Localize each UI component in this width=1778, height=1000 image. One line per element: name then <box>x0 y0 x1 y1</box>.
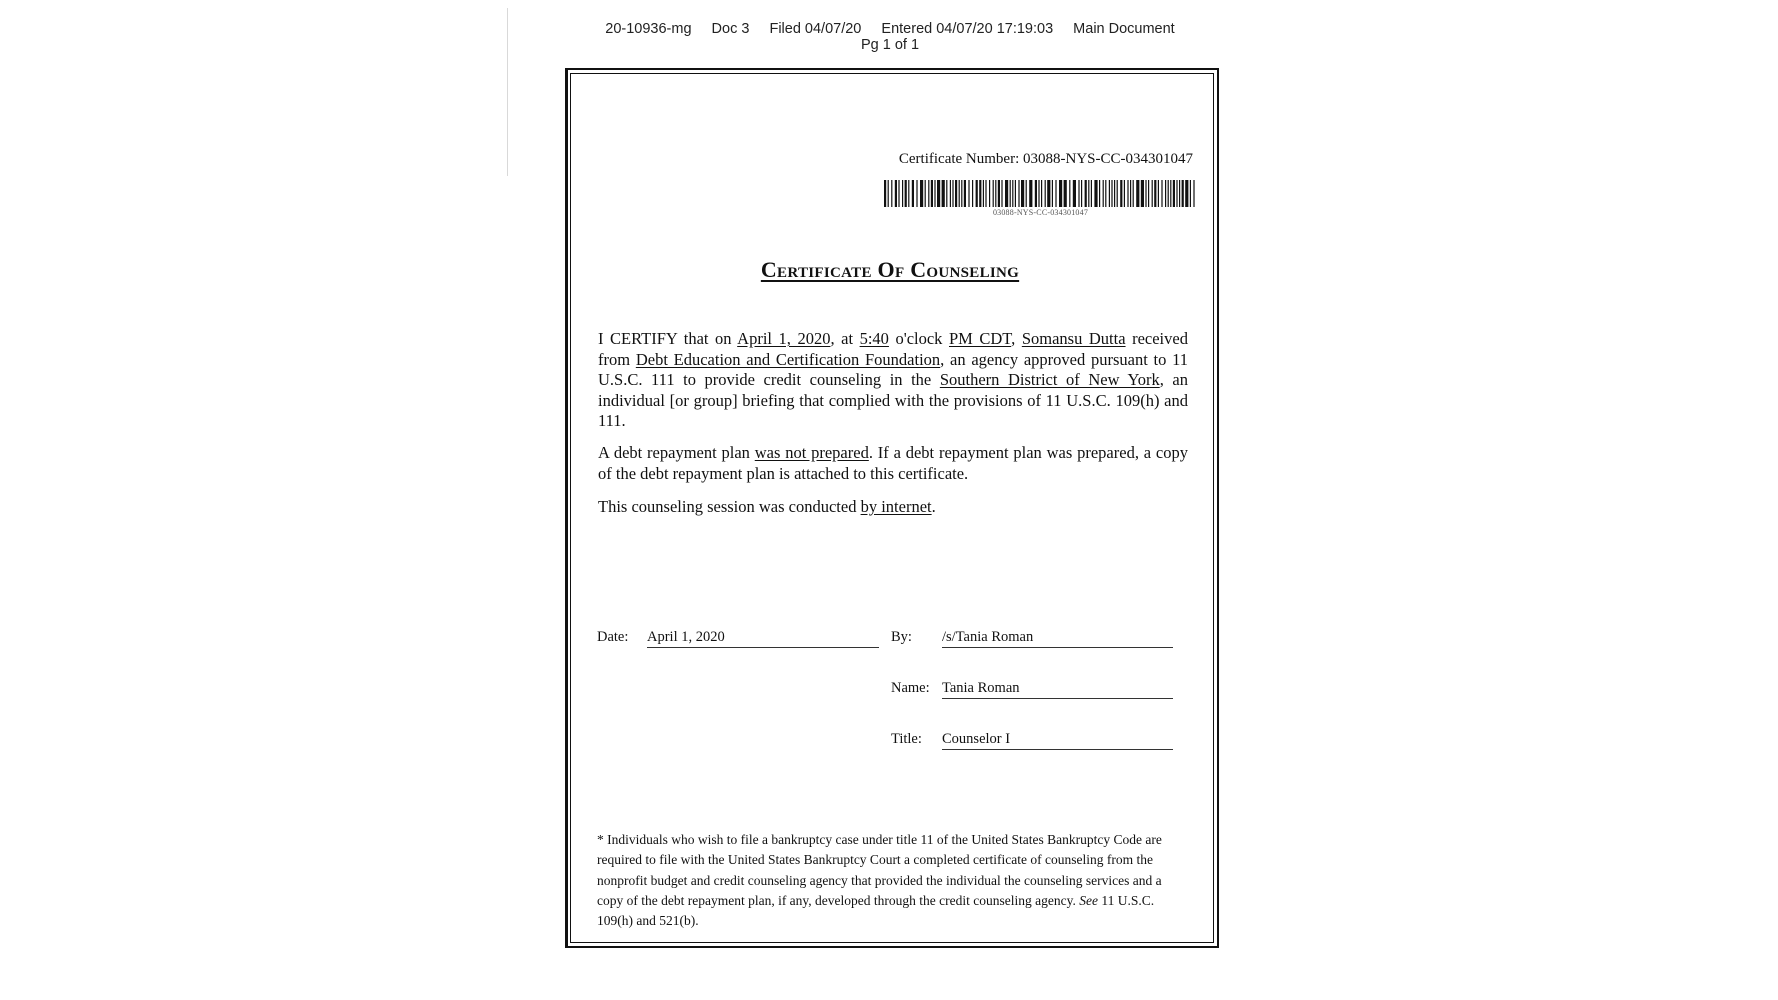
signature-field: /s/Tania Roman <box>942 629 1173 648</box>
title-field: Counselor I <box>942 731 1173 750</box>
repayment-plan-paragraph <box>598 443 1188 484</box>
date-field: April 1, 2020 <box>647 629 879 648</box>
text-run: . If a debt repayment plan was prepared, a copy of the debt repayment plan is attached to this certificate. <box>598 443 1188 483</box>
by-label: By: <box>891 629 912 645</box>
document-type: Main Document <box>1073 21 1175 37</box>
page-count: Pg 1 of 1 <box>860 37 920 53</box>
text-run: o'clock <box>888 329 949 348</box>
certificate-number: Certificate Number: 03088-NYS-CC-034301047 <box>898 151 1193 167</box>
filed-date: Filed 04/07/20 <box>769 21 862 37</box>
text-run: received from <box>598 329 1188 369</box>
barcode-image <box>884 180 1197 207</box>
footnote-see: See <box>1079 892 1098 908</box>
text-run: , an individual [or group] briefing that complied with the provisions of 11 U.S.C. 109(h) and 111. <box>598 370 1189 430</box>
text-run: This counseling session was conducted <box>598 497 861 516</box>
district-name: Southern District of New York <box>939 370 1160 389</box>
barcode-caption: 03088-NYS-CC-034301047 <box>992 208 1089 217</box>
footnote-text: * Individuals who wish to file a bankruptcy case under title 11 of the United States Bankruptcy Code are required to file with the United States Bankruptcy Court a completed certificate of counseling from the nonprofit budget and credit counseling agency that provided the individual the counseling services and a copy of the debt repayment plan, if any, developed through the credit counseling agency. <box>597 832 1162 908</box>
text-run: , an agency approved pursuant to 11 U.S.C. 111 to provide credit counseling in the <box>598 349 1189 389</box>
agency-name: Debt Education and Certification Foundation <box>635 349 941 369</box>
name-label: Name: <box>891 680 930 696</box>
case-number: 20-10936-mg <box>605 21 692 37</box>
footnote-citation: 11 U.S.C. 109(h) and 521(b). <box>597 892 1155 929</box>
time-zone: PM CDT <box>948 329 1012 348</box>
court-filing-header <box>520 21 1260 53</box>
text-run: , <box>1011 329 1022 348</box>
counseling-date: April 1, 2020 <box>737 329 831 348</box>
doc-number: Doc 3 <box>711 21 750 37</box>
entered-date: Entered 04/07/20 17:19:03 <box>881 21 1054 37</box>
session-method: by internet <box>860 497 932 516</box>
title-label: Title: <box>891 731 922 747</box>
counseling-time: 5:40 <box>859 329 889 348</box>
footnote <box>597 830 1187 931</box>
certificate-title: Certificate Of Counseling <box>760 257 1020 282</box>
text-run: , at <box>830 329 860 348</box>
debtor-name: Somansu Dutta <box>1021 329 1126 348</box>
session-method-paragraph <box>598 497 1188 518</box>
text-run: . <box>931 497 936 516</box>
text-run: A debt repayment plan <box>598 443 755 462</box>
text-run: I CERTIFY that on <box>598 329 738 348</box>
scan-edge-line <box>507 8 508 176</box>
name-field: Tania Roman <box>942 680 1173 699</box>
plan-status: was not prepared <box>754 443 869 462</box>
date-label: Date: <box>597 629 629 645</box>
certification-paragraph <box>598 329 1188 432</box>
